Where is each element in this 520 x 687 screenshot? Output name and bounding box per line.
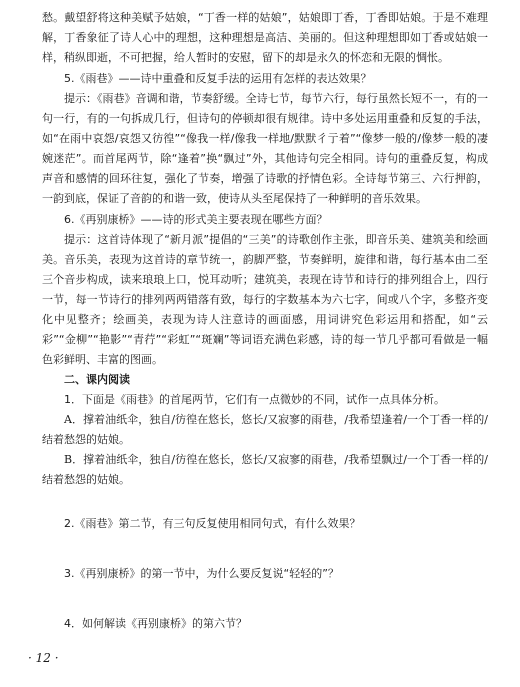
- reading-question-2: 2.《雨巷》第二节，有三句反复使用相同句式，有什么效果？: [64, 517, 361, 530]
- reading-question-1-option-b: B．撑着油纸伞，独自/彷徨在悠长，悠长/又寂寥的雨巷，/我希望飘过/一个丁香一样的/结着愁怨的姑娘。: [42, 453, 488, 486]
- question-5: 5.《雨巷》——诗中重叠和反复手法的运用有怎样的表达效果？: [64, 72, 372, 85]
- paragraph-continuation: 愁。戴望舒将这种美赋予姑娘，“丁香一样的姑娘”，姑娘即丁香，丁香即姑娘。于是不难理解，丁香象征了诗人心中的理想，这种理想是高洁、美丽的。但这种理想即如丁香或姑娘一样，稍纵即逝，不可把握，给人暂时的安慰，留下的却是永久的怀恋和无限的惆怅。: [42, 11, 488, 64]
- page-number: · 12 ·: [28, 651, 59, 665]
- reading-question-1-option-a: A．撑着油纸伞，独自/彷徨在悠长，悠长/又寂寥的雨巷，/我希望逢着/一个丁香一样的/结着愁怨的姑娘。: [42, 413, 488, 446]
- section-heading: 二、课内阅读: [64, 373, 130, 386]
- reading-question-1: 1．下面是《雨巷》的首尾两节，它们有一点微妙的不同，试作一点具体分析。: [64, 393, 445, 406]
- answer-6-hint: 提示：这首诗体现了“新月派”提倡的“三美”的诗歌创作主张，即音乐美、建筑美和绘画美。音乐美，表现为这首诗的章节统一，韵脚严整，节奏鲜明，旋律和谐，每行基本由二至三个音步构成，读来琅琅上口，悦耳动听；建筑美，表现在诗节和诗行的排列组合上，四行一节，每一节诗行的排列两两错落有致，每行的字数基本为六七字，间或八个字，多整齐变化中见整齐；绘画美，表现为诗人注意诗的画面感，用词讲究色彩运用和搭配，如“云彩”“金柳”“艳影”“青荇”“彩虹”“斑斓”等词语充满色彩感，诗的每一节几乎都可看做是一幅色彩鲜明、丰富的图画。: [42, 233, 488, 366]
- reading-question-4: 4．如何解读《再别康桥》的第六节？: [64, 617, 247, 630]
- question-6: 6.《再别康桥》——诗的形式美主要表现在哪些方面？: [64, 213, 328, 226]
- document-page: [42, 8, 488, 634]
- reading-question-3: 3.《再别康桥》的第一节中，为什么要反复说“轻轻的”？: [64, 567, 339, 580]
- answer-5-hint: 提示：《雨巷》音调和谐，节奏舒缓。全诗七节，每节六行，每行虽然长短不一，有的一句一行，有的一句拆成几行，但诗句的停顿却很有规律。诗中多处运用重叠和反复的手法，如“在雨中哀怨/哀怨又彷徨”“像我一样/像我一样地/默默彳亍着”“像梦一般的/像梦一般的凄婉迷茫”。而首尾两节，除“逢着”换“飘过”外，其他诗句完全相同。诗句的重叠反复，构成声音和感情的回环往复，强化了节奏，增强了诗歌的抒情色彩。全诗每节第三、六行押韵，一韵到底，保证了音韵的和谐一致，使诗从头至尾保持了一种鲜明的音乐效果。: [42, 92, 488, 205]
